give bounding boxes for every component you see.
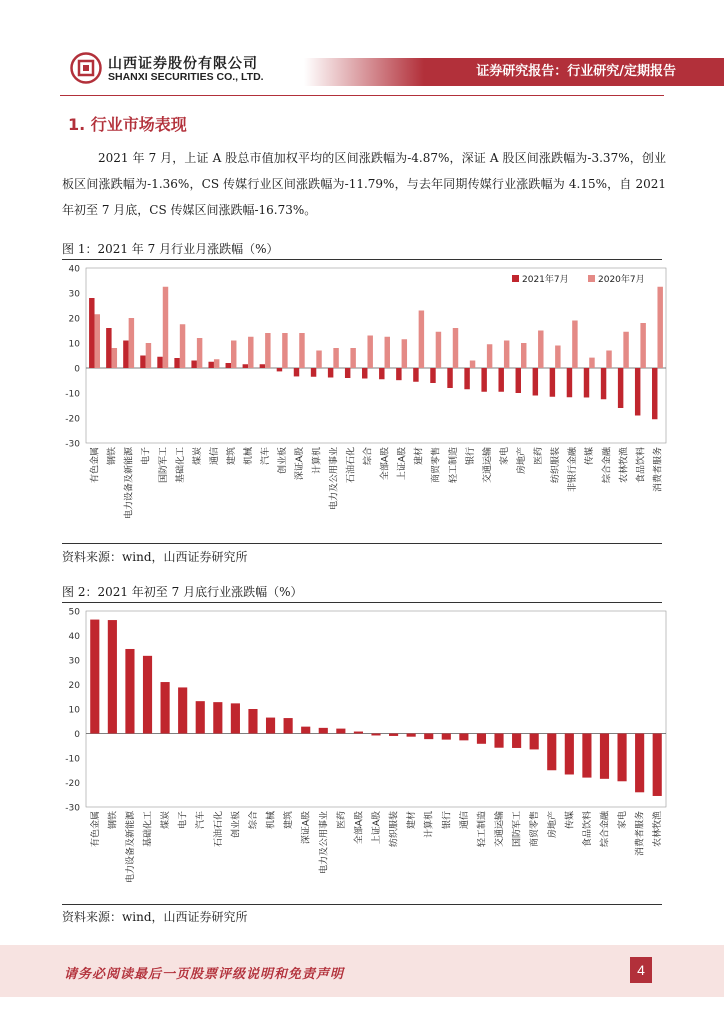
x-tick-label: 传媒 <box>585 447 596 466</box>
bar <box>618 368 623 408</box>
bar <box>447 368 452 388</box>
bar <box>385 337 390 368</box>
bar <box>623 332 628 368</box>
bar <box>521 343 526 368</box>
bar <box>538 331 543 369</box>
bar <box>191 361 196 369</box>
x-tick-label: 通信 <box>459 811 470 830</box>
bar <box>248 337 253 368</box>
y-tick-label: -20 <box>65 779 80 789</box>
bar <box>208 362 213 368</box>
bar <box>652 368 657 419</box>
x-tick-label: 创业板 <box>231 811 242 839</box>
bar <box>106 328 111 368</box>
x-tick-label: 汽车 <box>196 811 207 830</box>
chart-figure2 <box>60 603 670 900</box>
x-tick-label: 全部A股 <box>354 811 365 845</box>
x-tick-label: 轻工制造 <box>477 811 488 848</box>
bar <box>487 344 492 368</box>
legend-swatch <box>588 275 595 282</box>
bar <box>555 346 560 369</box>
bar <box>336 729 345 734</box>
x-tick-label: 国防军工 <box>512 811 523 848</box>
bar <box>95 314 100 368</box>
chart-figure1 <box>60 260 670 540</box>
bar <box>231 341 236 369</box>
x-tick-label: 建筑 <box>284 811 295 830</box>
bar <box>350 348 355 368</box>
bar <box>640 323 645 368</box>
x-tick-label: 煤炭 <box>192 447 203 466</box>
bar <box>143 656 152 734</box>
bar <box>197 338 202 368</box>
x-tick-label: 电力及公用事业 <box>329 447 340 511</box>
x-tick-label: 石油石化 <box>346 447 357 484</box>
x-tick-label: 上证A股 <box>372 811 382 845</box>
bar <box>453 328 458 368</box>
bar <box>90 620 99 734</box>
x-tick-label: 煤炭 <box>161 811 172 830</box>
y-tick-label: 20 <box>68 314 80 325</box>
bar <box>600 734 609 779</box>
x-tick-label: 建材 <box>407 811 418 830</box>
x-tick-label: 家电 <box>618 811 629 830</box>
bar <box>635 368 640 416</box>
bar <box>266 718 275 734</box>
x-tick-label: 通信 <box>209 447 220 466</box>
y-tick-label: 30 <box>68 656 80 667</box>
bar <box>477 734 486 744</box>
x-tick-label: 银行 <box>465 447 476 466</box>
company-logo-icon <box>70 52 102 84</box>
bar <box>294 368 299 376</box>
x-tick-label: 国防军工 <box>158 447 169 484</box>
company-name-en: SHANXI SECURITIES CO., LTD. <box>108 71 264 83</box>
bar <box>89 298 94 368</box>
bar <box>601 368 606 399</box>
bar <box>123 341 128 369</box>
x-tick-label: 有色金属 <box>90 811 101 848</box>
plot-frame <box>86 268 666 443</box>
bar <box>214 359 219 368</box>
bar <box>617 734 626 782</box>
bar <box>430 368 435 383</box>
bar <box>530 734 539 750</box>
bar <box>301 727 310 734</box>
y-tick-label: -30 <box>65 803 80 814</box>
bar <box>396 368 401 380</box>
bar <box>174 358 179 368</box>
bar <box>572 321 577 369</box>
bar <box>277 368 282 371</box>
bar <box>129 318 134 368</box>
bar <box>345 368 350 378</box>
x-tick-label: 计算机 <box>312 447 323 475</box>
y-tick-label: -10 <box>65 389 80 400</box>
bar <box>419 311 424 369</box>
y-tick-label: 0 <box>74 730 80 740</box>
x-tick-label: 深证A股 <box>295 447 306 481</box>
x-tick-label: 基础化工 <box>175 447 186 484</box>
bar <box>299 333 304 368</box>
x-tick-label: 综合 <box>248 811 259 830</box>
bar <box>407 734 416 737</box>
bar <box>498 368 503 392</box>
bar <box>589 358 594 368</box>
bar <box>108 620 117 733</box>
y-tick-label: 10 <box>68 705 80 716</box>
y-tick-label: 40 <box>68 632 80 642</box>
figure1-source: 资料来源：wind，山西证券研究所 <box>62 550 248 564</box>
bar <box>231 703 240 733</box>
x-tick-label: 消费者服务 <box>635 811 646 857</box>
bar <box>316 351 321 369</box>
x-tick-label: 综合金融 <box>600 811 611 848</box>
bar <box>567 368 572 397</box>
bar <box>333 348 338 368</box>
bar <box>371 734 380 736</box>
page-number: 4 <box>630 957 652 983</box>
bar <box>470 361 475 369</box>
x-tick-label: 石油石化 <box>213 811 224 848</box>
y-tick-label: 40 <box>68 264 80 275</box>
legend-swatch <box>512 275 519 282</box>
bar <box>226 363 231 368</box>
x-tick-label: 电力设备及新能源 <box>125 811 136 884</box>
x-tick-label: 房地产 <box>547 811 558 839</box>
bar <box>389 734 398 736</box>
disclaimer-text: 请务必阅读最后一页股票评级说明和免责声明 <box>64 967 345 982</box>
x-tick-label: 农林牧渔 <box>619 447 630 484</box>
figure1-caption: 图 1：2021 年 7 月行业月涨跌幅（%） <box>62 242 279 256</box>
figure2-caption: 图 2：2021 年初至 7 月底行业涨跌幅（%） <box>62 585 303 599</box>
x-tick-label: 轻工制造 <box>448 447 459 484</box>
bar <box>516 368 521 393</box>
bar <box>213 702 222 733</box>
y-tick-label: 50 <box>68 607 80 618</box>
bar <box>196 701 205 733</box>
x-tick-label: 机械 <box>266 811 277 830</box>
x-tick-label: 电子 <box>178 811 189 830</box>
bar <box>319 728 328 734</box>
bar <box>282 333 287 368</box>
x-tick-label: 农林牧渔 <box>653 811 664 848</box>
bar <box>657 287 662 368</box>
x-tick-label: 综合金融 <box>602 447 613 484</box>
x-tick-label: 非银行金融 <box>568 447 579 493</box>
bar <box>146 343 151 368</box>
y-tick-label: -30 <box>65 439 80 450</box>
x-tick-label: 食品饮料 <box>582 811 593 848</box>
x-tick-label: 家电 <box>499 447 510 466</box>
x-tick-label: 传媒 <box>565 811 576 830</box>
x-tick-label: 交通运输 <box>482 447 493 484</box>
x-tick-label: 深证A股 <box>301 811 312 845</box>
company-name-cn: 山西证券股份有限公司 <box>108 56 258 72</box>
legend-label: 2020年7月 <box>598 275 645 285</box>
bar <box>243 364 248 368</box>
y-tick-label: 10 <box>68 339 80 350</box>
x-tick-label: 钢铁 <box>107 447 118 466</box>
x-tick-label: 建材 <box>414 447 425 466</box>
bar <box>550 368 555 397</box>
bar <box>157 357 162 368</box>
bar <box>354 732 363 734</box>
x-tick-label: 房地产 <box>517 447 527 475</box>
x-tick-label: 上证A股 <box>397 447 408 481</box>
bar <box>379 368 384 379</box>
x-tick-label: 电力及公用事业 <box>319 811 330 875</box>
bar <box>260 364 265 368</box>
bar <box>161 682 170 733</box>
bar <box>533 368 538 396</box>
figure2-bottom-rule <box>62 904 662 905</box>
bar <box>284 718 293 733</box>
x-tick-label: 电子 <box>141 447 152 466</box>
bar <box>635 734 644 793</box>
legend-label: 2021年7月 <box>522 275 569 285</box>
y-tick-label: 20 <box>68 681 80 691</box>
x-tick-label: 综合 <box>363 447 374 466</box>
y-tick-label: 30 <box>68 289 80 300</box>
bar <box>606 351 611 369</box>
bar <box>459 734 468 741</box>
bar <box>547 734 556 771</box>
bar <box>565 734 574 775</box>
bar <box>112 348 117 368</box>
x-tick-label: 计算机 <box>424 811 435 839</box>
x-tick-label: 机械 <box>244 447 255 466</box>
x-tick-label: 创业板 <box>278 447 289 475</box>
report-type-banner: 证券研究报告：行业研究/定期报告 <box>424 58 724 86</box>
bar <box>436 332 441 368</box>
x-tick-label: 交通运输 <box>495 811 506 848</box>
bar <box>464 368 469 389</box>
bar <box>311 368 316 377</box>
x-tick-label: 基础化工 <box>143 811 154 848</box>
bar <box>362 368 367 379</box>
bar <box>481 368 486 392</box>
bar <box>494 734 503 748</box>
x-tick-label: 商贸零售 <box>530 811 541 848</box>
bar <box>140 356 145 369</box>
bar <box>328 368 333 378</box>
bar <box>413 368 418 382</box>
plot-frame <box>86 611 666 807</box>
x-tick-label: 医药 <box>534 447 545 466</box>
x-tick-label: 建筑 <box>227 447 237 466</box>
bar <box>367 336 372 369</box>
body-paragraph: 2021 年 7 月，上证 A 股总市值加权平均的区间涨跌幅为-4.87%，深证 A 股区间涨跌幅为-3.37%，创业板区间涨跌幅为-1.36%，CS 传媒行业区间涨跌幅为-11.79%，与去年同期传媒行业涨跌幅为 4.15%，自 2021 年初至 7 月底，CS 传媒区间涨跌幅-16.73%。 <box>62 151 666 217</box>
x-tick-label: 商贸零售 <box>431 447 442 484</box>
y-tick-label: 0 <box>74 364 80 375</box>
bar <box>402 339 407 368</box>
figure2-source: 资料来源：wind，山西证券研究所 <box>62 910 248 924</box>
bar <box>163 287 168 368</box>
bar <box>178 687 187 733</box>
x-tick-label: 钢铁 <box>108 811 119 830</box>
header-divider <box>60 95 664 96</box>
y-tick-label: -10 <box>65 754 80 765</box>
bar <box>265 333 270 368</box>
bar <box>125 649 134 734</box>
bar <box>504 341 509 369</box>
y-tick-label: -20 <box>65 414 80 425</box>
x-tick-label: 电力设备及新能源 <box>124 447 135 520</box>
bar <box>582 734 591 778</box>
x-tick-label: 银行 <box>442 811 453 830</box>
section-title: 1. 行业市场表现 <box>68 115 187 134</box>
x-tick-label: 有色金属 <box>90 447 101 484</box>
bar <box>424 734 433 740</box>
x-tick-label: 全部A股 <box>380 447 391 481</box>
bar <box>180 324 185 368</box>
x-tick-label: 纺织服装 <box>389 811 400 848</box>
x-tick-label: 汽车 <box>261 447 272 466</box>
x-tick-label: 纺织服装 <box>551 447 562 484</box>
x-tick-label: 消费者服务 <box>653 447 664 493</box>
bar <box>512 734 521 748</box>
page-header <box>0 0 724 95</box>
x-tick-label: 食品饮料 <box>636 447 647 484</box>
figure1-bottom-rule <box>62 543 662 544</box>
x-tick-label: 医药 <box>336 811 347 830</box>
bar <box>248 709 257 734</box>
bar <box>442 734 451 740</box>
bar <box>653 734 662 796</box>
bar <box>584 368 589 397</box>
